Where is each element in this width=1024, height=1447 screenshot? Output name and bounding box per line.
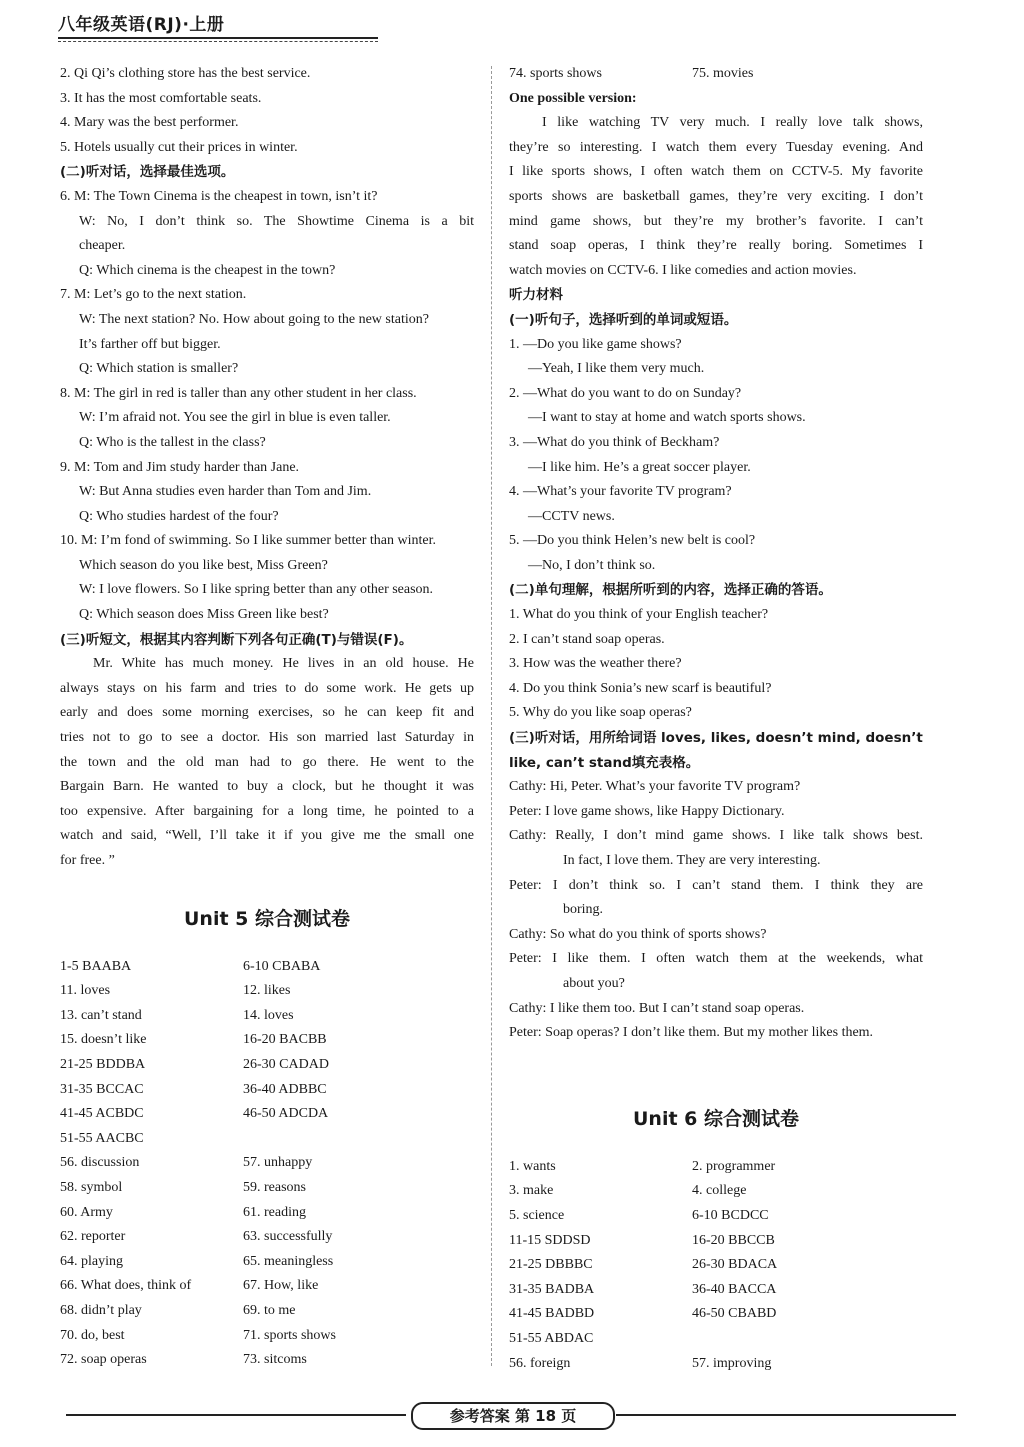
answer-item: 16-20 BBCCB xyxy=(692,1232,775,1248)
footer-rule-right xyxy=(616,1414,956,1416)
answer-item: 75. movies xyxy=(692,66,754,81)
answer-item: 13. can’t stand xyxy=(60,1007,142,1023)
answer-item: 36-40 BACCA xyxy=(692,1281,777,1297)
answer-item: 4. college xyxy=(692,1183,747,1199)
answer-item: 21-25 DBBBC xyxy=(509,1257,593,1273)
unit5-answer-grid-continued xyxy=(509,62,923,87)
answer-item: 21-25 BDDBA xyxy=(60,1056,146,1072)
dialogue-line: about you? xyxy=(563,975,625,991)
text-line: It’s farther off but bigger. xyxy=(79,336,221,352)
answer-item: 51-55 AACBC xyxy=(60,1130,144,1146)
text-line: 9. M: Tom and Jim study harder than Jane. xyxy=(60,459,300,475)
section-heading: 听力材料 xyxy=(509,287,563,304)
answer-item: 64. playing xyxy=(60,1253,123,1269)
answer-item: 5. science xyxy=(509,1207,565,1223)
answer-item: 69. to me xyxy=(243,1302,296,1318)
text-line: mind game shows, but they’re my brother’s favorite. I can’t xyxy=(509,213,923,229)
text-line: W: The next station? No. How about going to the new station? xyxy=(79,311,429,327)
text-line: I like sports shows, I often watch them on CCTV-5. My favorite xyxy=(509,164,923,180)
answer-item: 57. improving xyxy=(692,1355,772,1371)
text-line: 5. Why do you like soap operas? xyxy=(509,705,692,721)
dialogue-line: Cathy: I like them too. But I can’t stand soap operas. xyxy=(509,1000,805,1016)
section-heading: (三)听对话，用所给词语 loves, likes, doesn’t mind, doesn’t xyxy=(509,730,923,747)
book-title: 八年级英语(RJ)·上册 xyxy=(58,15,225,35)
dialogue-line: boring. xyxy=(563,902,604,918)
answer-item: 31-35 BADBA xyxy=(509,1281,595,1297)
text-line: —I like him. He’s a great soccer player. xyxy=(528,459,751,475)
text-line: Which season do you like best, Miss Green? xyxy=(79,557,328,573)
answer-item: 14. loves xyxy=(243,1007,294,1023)
answer-item: 66. What does, think of xyxy=(60,1278,192,1294)
unit6-answer-grid xyxy=(509,1155,923,1376)
dialogue-line: Peter: I love game shows, like Happy Dictionary. xyxy=(509,803,785,819)
text-line: watch and said, “Well, I’ll take it if you give me the small one xyxy=(60,828,474,844)
dialogue-line: Peter: I don’t think so. I can’t stand them. I think they are xyxy=(509,877,923,893)
unit6-title: Unit 6 综合测试卷 xyxy=(633,1107,799,1130)
answer-item: 68. didn’t play xyxy=(60,1302,142,1318)
answer-item: 67. How, like xyxy=(243,1278,319,1294)
answer-item: 51-55 ABDAC xyxy=(509,1330,594,1346)
answer-item: 12. likes xyxy=(243,983,291,999)
dialogue-line: In fact, I love them. They are very interesting. xyxy=(563,853,821,868)
answer-item: 15. doesn’t like xyxy=(60,1032,147,1048)
answer-item: 36-40 ADBBC xyxy=(243,1081,327,1097)
answer-item: 26-30 BDACA xyxy=(692,1257,778,1273)
answer-item: 31-35 BCCAC xyxy=(60,1081,144,1097)
header-rule xyxy=(58,37,378,39)
text-line: 10. M: I’m fond of swimming. So I like summer better than winter. xyxy=(60,533,437,549)
dialogue-line: Peter: I like them. I often watch them at the weekends, what xyxy=(509,951,923,967)
text-line: Q: Which cinema is the cheapest in the town? xyxy=(79,262,336,278)
answer-item: 61. reading xyxy=(243,1204,306,1220)
answer-item: 6-10 BCDCC xyxy=(692,1207,769,1223)
text-line: 1. What do you think of your English teacher? xyxy=(509,607,769,623)
text-line: —Yeah, I like them very much. xyxy=(528,361,705,377)
answer-item: 56. discussion xyxy=(60,1155,140,1171)
section-heading: like, can’t stand填充表格。 xyxy=(509,754,700,771)
dialogue-line: Peter: Soap operas? I don’t like them. But my mother likes them. xyxy=(509,1025,874,1041)
text-line: W: No, I don’t think so. The Showtime Cinema is a bit xyxy=(79,213,474,229)
text-line: 5. Hotels usually cut their prices in winter. xyxy=(60,139,298,155)
answer-item: 74. sports shows xyxy=(509,66,602,81)
answer-item: 59. reasons xyxy=(243,1179,306,1195)
text-line: —No, I don’t think so. xyxy=(528,557,656,573)
answer-item: 2. programmer xyxy=(692,1158,776,1174)
section-heading: (三)听短文，根据其内容判断下列各句正确(T)与错误(F)。 xyxy=(60,631,413,648)
text-line: W: I love flowers. So I like spring better than any other season. xyxy=(79,582,434,598)
answer-item: 73. sitcoms xyxy=(243,1352,307,1368)
answer-item: 46-50 ADCDA xyxy=(243,1106,329,1122)
answer-item: 72. soap operas xyxy=(60,1352,147,1368)
answer-item: 58. symbol xyxy=(60,1179,123,1195)
answer-item: 46-50 CBABD xyxy=(692,1306,777,1322)
answer-item: 56. foreign xyxy=(509,1355,571,1371)
text-line: Q: Which station is smaller? xyxy=(79,361,239,377)
text-line: stand soap operas, I think they’re really boring. Sometimes I xyxy=(509,238,923,254)
dialogue-line: Cathy: Really, I don’t mind game shows. I like talk shows best. xyxy=(509,828,923,844)
answer-item: 1. wants xyxy=(509,1158,556,1174)
section-heading: (一)听句子，选择听到的单词或短语。 xyxy=(509,311,738,328)
text-line: 5. —Do you think Helen’s new belt is cool? xyxy=(509,533,756,549)
text-line: I like watching TV very much. I really love talk shows, xyxy=(542,115,923,131)
text-line: 4. Do you think Sonia’s new scarf is beautiful? xyxy=(509,680,772,696)
text-line: always stays on his farm and tries to do some work. He gets up xyxy=(60,680,474,696)
text-line: 4. —What’s your favorite TV program? xyxy=(509,484,732,500)
answer-item: 3. make xyxy=(509,1183,554,1199)
page-header xyxy=(58,8,968,48)
text-line: for free. ” xyxy=(60,853,115,868)
text-line: the town and the old man had to go there. He went to the xyxy=(60,754,474,770)
text-line: 3. —What do you think of Beckham? xyxy=(509,434,720,450)
text-line: watch movies on CCTV-6. I like comedies and action movies. xyxy=(509,262,857,278)
answer-item: 41-45 ACBDC xyxy=(60,1106,144,1122)
dialogue-line: Cathy: Hi, Peter. What’s your favorite TV program? xyxy=(509,779,801,795)
unit5-answer-grid xyxy=(60,955,474,1373)
answer-item: 62. reporter xyxy=(60,1229,126,1245)
answer-item: 11-15 SDDSD xyxy=(509,1232,591,1248)
left-column xyxy=(60,62,474,1373)
text-line: 2. Qi Qi’s clothing store has the best service. xyxy=(60,66,311,81)
answer-item xyxy=(243,1127,443,1152)
text-line: W: But Anna studies even harder than Tom and Jim. xyxy=(79,484,372,500)
page-number-badge: 参考答案 第 18 页 xyxy=(411,1402,615,1430)
text-line: 7. M: Let’s go to the next station. xyxy=(60,287,247,303)
answer-item: 16-20 BACBB xyxy=(243,1032,327,1048)
answer-item: 26-30 CADAD xyxy=(243,1056,329,1072)
answer-item: 6-10 CBABA xyxy=(243,958,321,974)
text-line: too expensive. After bargaining for a long time, he pointed to a xyxy=(60,803,474,819)
text-line: Mr. White has much money. He lives in an old house. He xyxy=(93,656,474,672)
text-line: 8. M: The girl in red is taller than any other student in her class. xyxy=(60,385,417,401)
text-line: 2. I can’t stand soap operas. xyxy=(509,631,665,647)
right-column xyxy=(509,62,923,1376)
answer-item: 71. sports shows xyxy=(243,1327,336,1343)
text-line: 3. How was the weather there? xyxy=(509,656,682,672)
text-line: 3. It has the most comfortable seats. xyxy=(60,90,262,106)
answer-item: 41-45 BADBD xyxy=(509,1306,595,1322)
text-line: 4. Mary was the best performer. xyxy=(60,115,239,131)
text-line: Q: Who studies hardest of the four? xyxy=(79,508,279,524)
answer-item: 65. meaningless xyxy=(243,1253,334,1269)
section-heading: One possible version: xyxy=(509,90,637,106)
header-rule-dashed xyxy=(58,41,378,42)
answer-item: 57. unhappy xyxy=(243,1155,313,1171)
text-line: —I want to stay at home and watch sports shows. xyxy=(528,410,806,426)
text-line: Q: Which season does Miss Green like best? xyxy=(79,607,329,623)
answer-item: 63. successfully xyxy=(243,1229,333,1245)
column-divider xyxy=(491,66,492,1366)
answer-item: 1-5 BAABA xyxy=(60,958,132,974)
text-line: 1. —Do you like game shows? xyxy=(509,336,682,352)
unit5-title: Unit 5 综合测试卷 xyxy=(184,907,350,930)
text-line: cheaper. xyxy=(79,238,126,254)
page-footer xyxy=(66,1402,956,1428)
text-line: early and does some morning exercises, so he can keep fit and xyxy=(60,705,474,721)
text-line: Bargain Barn. He wanted to buy a clock, but he thought it was xyxy=(60,779,474,795)
answer-item xyxy=(692,1327,892,1352)
text-line: they’re so interesting. I watch them every Tuesday evening. And xyxy=(509,139,923,155)
text-line: —CCTV news. xyxy=(528,508,615,524)
text-line: 6. M: The Town Cinema is the cheapest in town, isn’t it? xyxy=(60,188,378,204)
text-line: 2. —What do you want to do on Sunday? xyxy=(509,385,742,401)
text-line: Q: Who is the tallest in the class? xyxy=(79,434,266,450)
dialogue-line: Cathy: So what do you think of sports shows? xyxy=(509,926,767,942)
section-heading: (二)听对话，选择最佳选项。 xyxy=(60,164,235,181)
text-line: W: I’m afraid not. You see the girl in blue is even taller. xyxy=(79,410,391,426)
section-heading: (二)单句理解，根据所听到的内容，选择正确的答语。 xyxy=(509,582,832,599)
footer-rule-left xyxy=(66,1414,406,1416)
answer-item: 60. Army xyxy=(60,1204,113,1220)
answer-item: 11. loves xyxy=(60,983,111,999)
text-line: sports shows are basketball games, they’re very exciting. I don’t xyxy=(509,188,923,204)
text-line: tries not to go to see a doctor. His son married last Saturday in xyxy=(60,730,474,746)
answer-item: 70. do, best xyxy=(60,1327,125,1343)
